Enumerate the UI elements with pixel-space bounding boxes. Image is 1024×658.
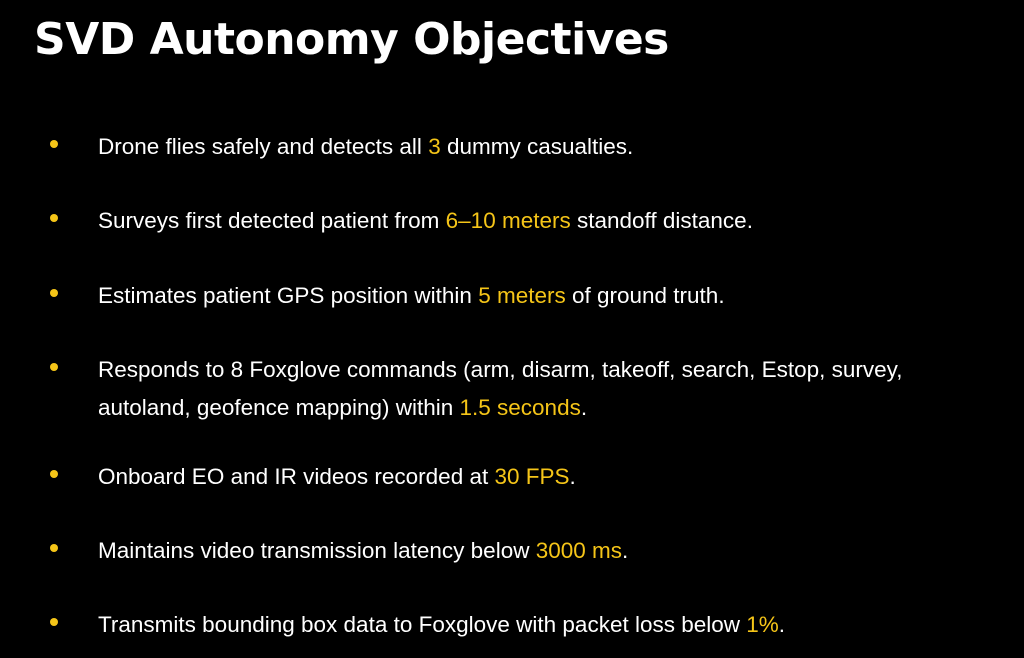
objective-text-after: . (778, 612, 786, 637)
objective-text-after: standoff distance. (570, 208, 753, 233)
objective-text-before: Onboard EO and IR videos recorded at (98, 464, 495, 489)
objective-text (98, 532, 1018, 570)
objective-highlight: 1.5 seconds (459, 395, 581, 420)
objective-text-before: Surveys first detected patient from (98, 208, 446, 233)
bullet-dot-icon (50, 214, 58, 222)
slide-title: SVD Autonomy Objectives (34, 14, 669, 65)
objective-text-after: . (569, 464, 576, 489)
objective-text (98, 277, 1018, 315)
objective-text-after: . (580, 395, 588, 420)
bullet-dot-icon (50, 470, 58, 478)
objective-text-after: dummy casualties. (440, 134, 634, 159)
objective-text-before: Transmits bounding box data to Foxglove with packet loss below (98, 612, 747, 637)
objective-highlight: 3 (428, 134, 441, 159)
objective-text-before: autoland, geofence mapping) within (98, 395, 460, 420)
objective-text (98, 458, 1018, 496)
objective-highlight: 30 FPS (494, 464, 570, 489)
objective-text (98, 202, 1018, 240)
bullet-dot-icon (50, 140, 58, 148)
bullet-dot-icon (50, 363, 58, 371)
bullet-dot-icon (50, 289, 58, 297)
objective-text-after: of ground truth. (565, 283, 725, 308)
bullet-dot-icon (50, 618, 58, 626)
objective-text-before: Maintains video transmission latency below (98, 538, 536, 563)
objective-text-before: Estimates patient GPS position within (98, 283, 479, 308)
objective-highlight: 3000 ms (535, 538, 623, 563)
objective-text (98, 128, 1018, 166)
objective-highlight: 6–10 meters (445, 208, 571, 233)
objective-highlight: 1% (746, 612, 779, 637)
objective-text-line1: Responds to 8 Foxglove commands (arm, disarm, takeoff, search, Estop, survey, (98, 357, 903, 382)
objective-text-before: Drone flies safely and detects all (98, 134, 429, 159)
objective-text-after: . (622, 538, 629, 563)
bullet-dot-icon (50, 544, 58, 552)
objective-text (98, 606, 1018, 644)
objective-text (98, 389, 1018, 427)
objective-highlight: 5 meters (478, 283, 566, 308)
